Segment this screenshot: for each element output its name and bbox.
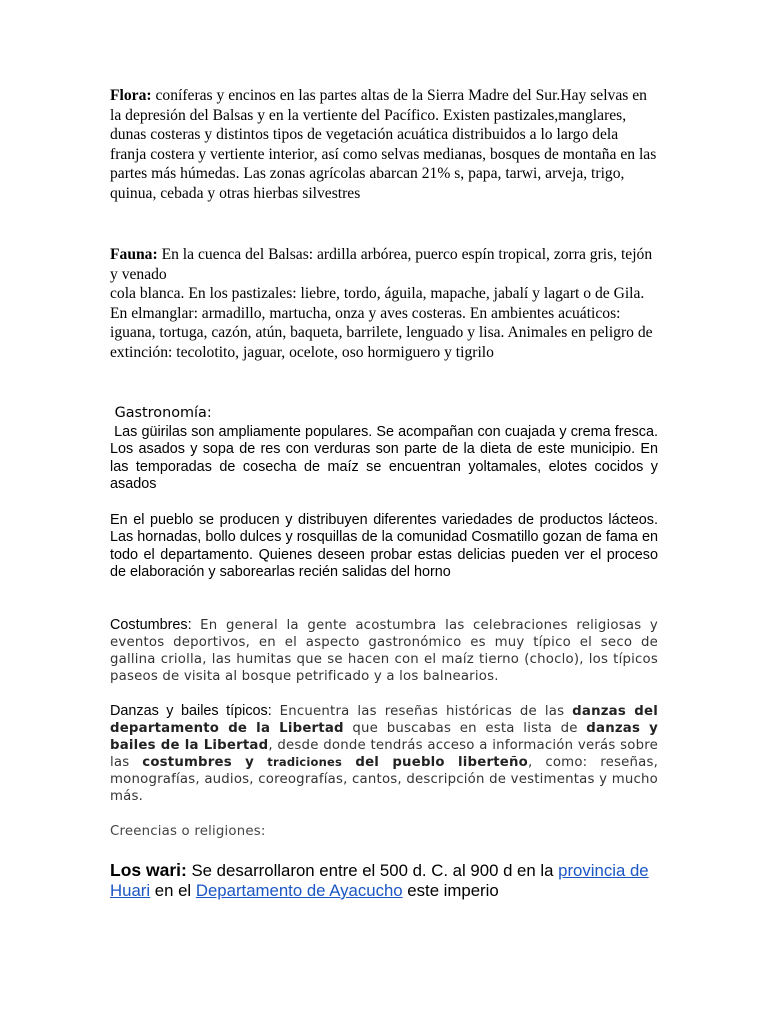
- costumbres-label: Costumbres:: [110, 617, 192, 633]
- danzas-bold-1: danzas del departamento de la Libertad: [110, 704, 658, 736]
- danzas-text-3: , desde donde tendrás acceso a información verás sobre las: [110, 738, 658, 770]
- wari-paragraph: [110, 860, 658, 901]
- flora-text: coníferas y encinos en las partes altas de la Sierra Madre del Sur.Hay selvas en la depresión del Balsas y en la vertiente del Pacífico. Existen pastizales,manglares, dunas costeras y distintos tipos de vegetación acuática distribuidos a lo largo dela franja costera y vertiente interior, así como selvas medianas, bosques de montaña en las partes más húmedas. Las zonas agrícolas abarcan 21% s, papa, tarwi, arveja, trigo, quinua, cebada y otras hierbas silvestres: [110, 87, 657, 202]
- costumbres-text: En general la gente acostumbra las celebraciones religiosas y eventos deportivos, en el aspecto gastronómico es muy típico el seco de gallina criolla, las humitas que se hacen con el maíz tierno (choclo), los típicos paseos de visita al bosque petrificado y a los balnearios.: [110, 618, 658, 684]
- provincia-huari-link[interactable]: provincia de Huari: [110, 861, 649, 900]
- fauna-paragraph: [110, 245, 658, 363]
- gastronomia-paragraph-1: Las güirilas son ampliamente populares. Se acompañan con cuajada y crema fresca. Los asados y sopa de res con verduras son parte de la dieta de este municipio. En las temporadas de cosecha de maíz se encuentran yoltamales, elotes cocidos y asados: [110, 424, 662, 493]
- danzas-text-1: Encuentra las reseñas históricas de las: [271, 704, 573, 719]
- creencias-label: Creencias o religiones:: [110, 824, 266, 839]
- wari-text-2: en el: [150, 881, 196, 900]
- flora-label: Flora:: [110, 87, 152, 104]
- fauna-label: Fauna:: [110, 246, 158, 263]
- danzas-text-2: que buscabas en esta lista de: [343, 721, 587, 736]
- gastronomia-paragraph-2: En el pueblo se producen y distribuyen diferentes variedades de productos lácteos. Las hornadas, bollo dulces y rosquillas de la comunidad Cosmatillo gozan de fama en todo el departamento. Quienes deseen probar estas delicias pueden ver el proceso de elaboración y saborearlas recién salidas del horno: [110, 512, 658, 581]
- wari-text-1: Se desarrollaron entre el 500 d. C. al 900 d en la: [186, 861, 559, 880]
- danzas-text-4: , como: reseñas, monografías, audios, coreografías, cantos, descripción de vestimentas y mucho más.: [110, 755, 658, 804]
- gastronomia-title: Gastronomía:: [110, 405, 212, 421]
- flora-paragraph: [110, 86, 658, 204]
- fauna-text-line1: En la cuenca del Balsas: ardilla arbórea, puerco espín tropical, zorra gris, tejón y venado: [110, 246, 653, 283]
- danzas-bold-3: costumbres y: [142, 755, 268, 770]
- danzas-bold-2: danzas y bailes de la Libertad: [110, 721, 659, 753]
- fauna-text-line2: cola blanca. En los pastizales: liebre, tordo, águila, mapache, jabalí y lagart o de Gila. En elmanglar: armadillo, martucha, onza y aves costeras. En ambientes acuáticos: iguana, tortuga, cazón, atún, baqueta, barrilete, lenguado y lisa. Animales en peligro de extinción: tecolotito, jaguar, ocelote, oso hormiguero y tigrilo: [110, 285, 653, 361]
- costumbres-paragraph: [110, 617, 658, 685]
- danzas-bold-4: tradiciones: [267, 755, 343, 769]
- danzas-bold-5: del pueblo liberteño: [342, 755, 529, 770]
- departamento-ayacucho-link[interactable]: Departamento de Ayacucho: [195, 881, 403, 900]
- danzas-paragraph: [110, 703, 658, 805]
- danzas-label: Danzas y bailes típicos:: [110, 703, 272, 719]
- wari-text-3: este imperio: [402, 881, 499, 900]
- wari-label: Los wari:: [110, 860, 187, 880]
